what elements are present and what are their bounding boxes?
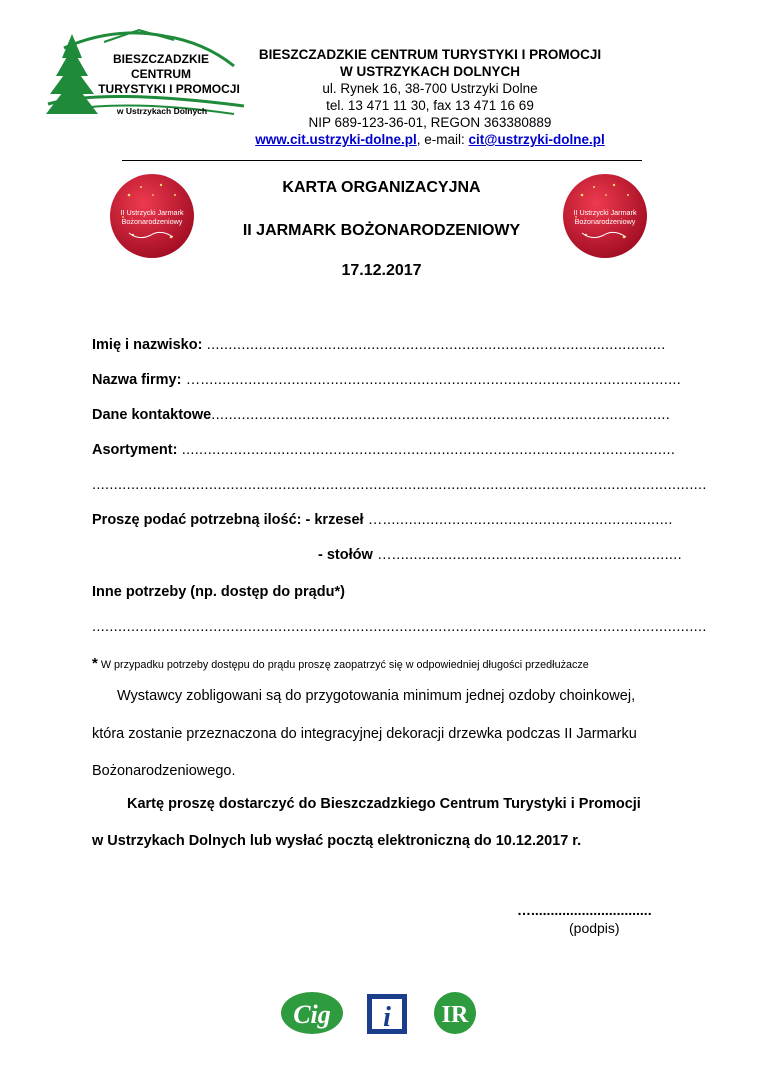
- other-needs-line[interactable]: [92, 619, 707, 635]
- ir-logo: [433, 991, 477, 1035]
- logo-line2: CENTRUM: [131, 67, 191, 81]
- cig-logo-text: Cig: [293, 1000, 331, 1029]
- organization-header: [225, 46, 635, 148]
- contact-field[interactable]: [92, 407, 670, 423]
- signature-label: (podpis): [569, 920, 620, 936]
- chairs-dots: …...................................................................: [363, 512, 673, 528]
- signature-dots[interactable]: …...............................: [517, 902, 652, 918]
- bctip-logo: [44, 28, 254, 120]
- company-field[interactable]: [92, 372, 681, 388]
- electricity-note: [92, 655, 589, 672]
- title-date: 17.12.2017: [341, 262, 422, 279]
- org-nip: NIP 689-123-36-01, REGON 363380889: [308, 115, 552, 130]
- other-needs-label: Inne potrzeby (np. dostęp do prądu*): [92, 584, 345, 600]
- org-phone: tel. 13 471 11 30, fax 13 471 16 69: [326, 98, 534, 113]
- logo-line4: w Ustrzykach Dolnych: [116, 106, 208, 116]
- assortment-label: Asortyment:: [92, 442, 178, 458]
- website-link[interactable]: www.cit.ustrzyki-dolne.pl: [255, 132, 417, 147]
- header-divider: [122, 160, 642, 161]
- email-link[interactable]: cit@ustrzyki-dolne.pl: [468, 132, 605, 147]
- jarmark-badge-left: [109, 173, 195, 259]
- quantity-label: Proszę podać potrzebną ilość: - krzeseł: [92, 512, 364, 528]
- decoration-paragraph-line2: która zostanie przeznaczona do integracyjnej dekoracji drzewka podczas II Jarmarku: [92, 726, 637, 742]
- title-line2: II JARMARK BOŻONARODZENIOWY: [242, 222, 521, 239]
- contact-dots: ..........................................................................................................: [211, 407, 671, 423]
- tables-field[interactable]: [318, 547, 682, 563]
- org-contact-links: [225, 131, 635, 148]
- assortment-continuation[interactable]: [92, 477, 707, 493]
- note-star: *: [92, 655, 98, 672]
- delivery-line1: Kartę proszę dostarczyć do Bieszczadzkiego Centrum Turystyki i Promocji: [127, 796, 641, 812]
- blank-line-2: ..............................................................................................................................................: [92, 619, 707, 635]
- jarmark-badge-right: [562, 173, 648, 259]
- tables-label: - stołów: [318, 547, 373, 563]
- email-prefix: , e-mail:: [416, 132, 469, 147]
- contact-label: Dane kontaktowe: [92, 407, 212, 423]
- info-logo: [366, 993, 408, 1035]
- badge-left-line2: Bożonarodzeniowy: [121, 217, 183, 226]
- org-address: ul. Rynek 16, 38-700 Ustrzyki Dolne: [322, 81, 538, 96]
- org-name-line1: BIESZCZADZKIE CENTRUM TURYSTYKI I PROMOCJI: [258, 47, 602, 62]
- cig-logo: [280, 991, 344, 1035]
- note-text: W przypadku potrzeby dostępu do prądu proszę zaopatrzyć się w odpowiedniej długości przedłużacze: [97, 659, 589, 671]
- badge-right-line2: Bożonarodzeniowy: [574, 217, 636, 226]
- logo-line3: TURYSTYKI I PROMOCJI: [98, 82, 240, 96]
- assortment-dots: ..................................................................................................................: [177, 442, 676, 458]
- company-dots: …...............................................................................................................: [181, 372, 682, 388]
- logo-line1: BIESZCZADZKIE: [113, 52, 209, 66]
- tables-dots: …...................................................................: [372, 547, 682, 563]
- delivery-line2: w Ustrzykach Dolnych lub wysłać pocztą elektroniczną do 10.12.2017 r.: [92, 833, 582, 849]
- ir-logo-text: IR: [441, 1002, 469, 1028]
- chairs-field[interactable]: [92, 512, 673, 528]
- decoration-paragraph-line3: Bożonarodzeniowego.: [92, 763, 236, 779]
- blank-line-1: ..............................................................................................................................................: [92, 477, 707, 493]
- name-label: Imię i nazwisko:: [92, 337, 203, 353]
- title-line1: KARTA ORGANIZACYJNA: [282, 179, 481, 196]
- info-logo-text: i: [383, 1002, 391, 1033]
- name-dots: ..........................................................................................................: [202, 337, 666, 353]
- decoration-paragraph-line1: Wystawcy zobligowani są do przygotowania minimum jednej ozdoby choinkowej,: [117, 688, 636, 704]
- company-label: Nazwa firmy:: [92, 372, 182, 388]
- org-name-line2: W USTRZYKACH DOLNYCH: [340, 64, 520, 79]
- assortment-field[interactable]: [92, 442, 675, 458]
- badge-right-line1: II Ustrzycki Jarmark: [573, 208, 637, 217]
- name-field[interactable]: [92, 337, 666, 353]
- badge-left-line1: II Ustrzycki Jarmark: [120, 208, 184, 217]
